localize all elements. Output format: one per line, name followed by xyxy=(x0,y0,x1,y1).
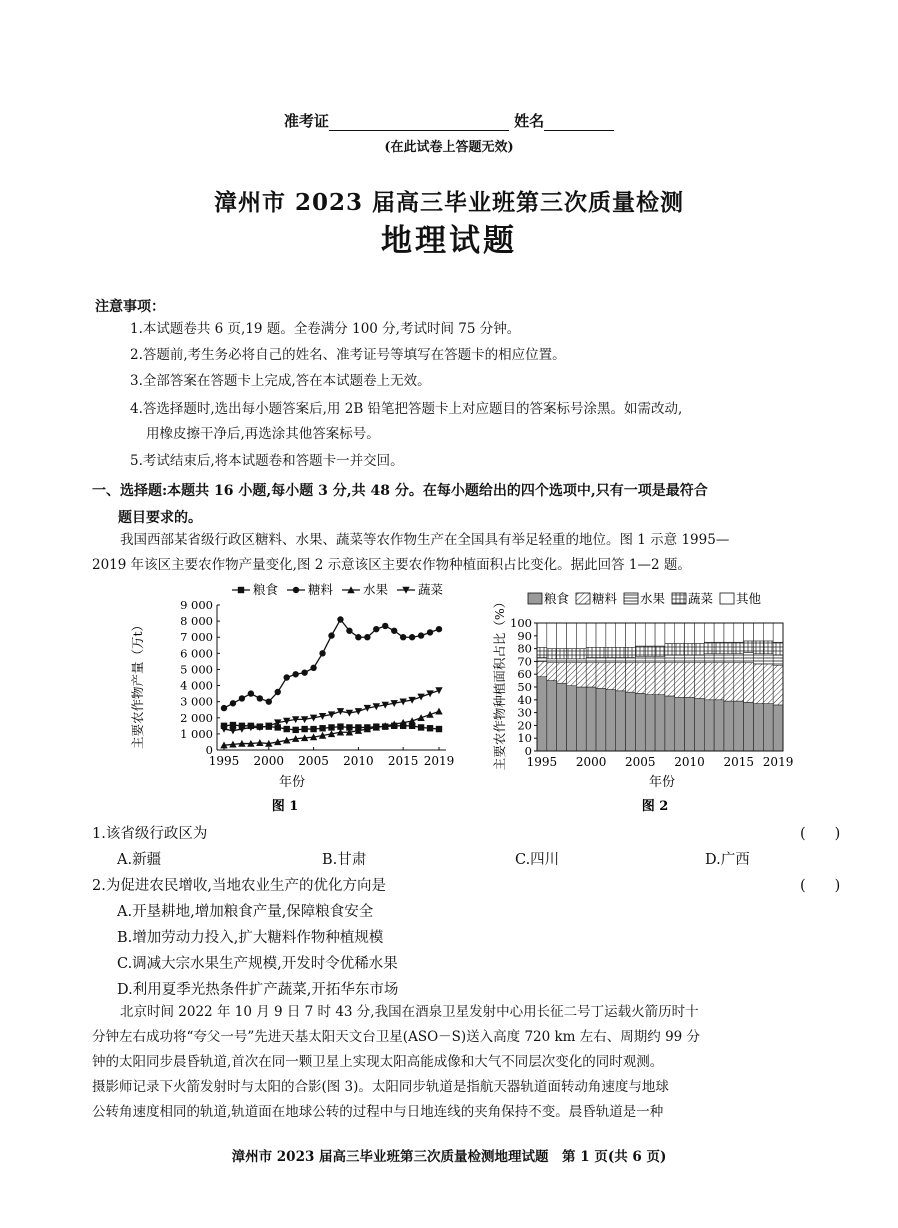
fig1-y-tick-label: 7 000 xyxy=(180,630,213,645)
fig2-bar-糖料 xyxy=(567,663,577,686)
question-1-stem: 1.该省级行政区为 xyxy=(92,826,208,842)
fig2-bar-粮食 xyxy=(744,702,754,751)
fig2-bar-水果 xyxy=(734,654,744,663)
fig2-legend-swatch xyxy=(720,593,734,604)
fig2-bar-水果 xyxy=(547,659,557,663)
fig1-point-糖料 xyxy=(301,669,307,675)
fig2-bar-其他 xyxy=(714,623,724,642)
exam-no-label: 准考证 xyxy=(283,112,329,130)
fig2-bar-糖料 xyxy=(586,663,596,687)
fig1-y-tick-label: 9 000 xyxy=(180,598,213,612)
fig1-x-tick-label: 2015 xyxy=(387,754,419,768)
fig2-bar-其他 xyxy=(694,623,704,643)
name-blank xyxy=(544,114,614,131)
fig2-legend-label: 水果 xyxy=(640,591,666,606)
fig1-caption: 图 1 xyxy=(271,799,299,814)
fig1-axes xyxy=(180,598,454,768)
fig2-y-tick-label: 50 xyxy=(517,680,532,694)
fig2-bar-水果 xyxy=(645,656,655,662)
fig1-y-tick-label: 4 000 xyxy=(180,678,213,693)
section-heading-line2: 题目要求的。 xyxy=(118,510,202,526)
fig2-bar-蔬菜 xyxy=(714,642,724,654)
fig1-legend xyxy=(232,582,444,597)
fig1-point-糖料 xyxy=(284,674,290,680)
fig2-bar-其他 xyxy=(596,623,606,647)
fig2-bar-糖料 xyxy=(714,663,724,700)
fig2-bar-糖料 xyxy=(685,663,695,698)
fig2-bar-糖料 xyxy=(734,663,744,701)
fig2-bar-粮食 xyxy=(714,700,724,751)
fig2-bar-蔬菜 xyxy=(685,643,695,655)
fig1-legend-label: 蔬菜 xyxy=(418,582,444,597)
fig2-bar-糖料 xyxy=(704,663,714,700)
fig2-bar-粮食 xyxy=(675,697,685,751)
fig2-bar-粮食 xyxy=(734,701,744,751)
fig2-bar-粮食 xyxy=(596,688,606,751)
fig2-bar-蔬菜 xyxy=(626,647,636,657)
fig2-bar-水果 xyxy=(635,656,645,662)
fig1-y-tick-label: 1 000 xyxy=(180,726,213,741)
fig2-legend-swatch xyxy=(576,593,590,604)
fig2-bar-蔬菜 xyxy=(704,642,714,654)
fig2-bar-蔬菜 xyxy=(606,647,616,657)
fig2-bar-蔬菜 xyxy=(744,641,754,653)
fig2-y-tick-label: 60 xyxy=(517,667,532,682)
fig1-y-tick-label: 0 xyxy=(205,743,213,757)
fig1-legend-label: 糖料 xyxy=(308,582,334,597)
fig2-bar-糖料 xyxy=(635,663,645,694)
fig2-bar-粮食 xyxy=(685,697,695,751)
fig1-point-糖料 xyxy=(382,623,388,629)
passage-line: 北京时间 2022 年 10 月 9 日 7 时 43 分,我国在酒泉卫星发射中心用长征二号丁运载火箭历时十 xyxy=(120,1004,699,1020)
figure-1-line-chart xyxy=(120,578,460,818)
fig2-bar-其他 xyxy=(724,623,734,642)
fig2-legend-label: 蔬菜 xyxy=(688,591,714,606)
fig2-bar-糖料 xyxy=(606,663,616,690)
fig2-bar-粮食 xyxy=(576,687,586,751)
fig2-bar-糖料 xyxy=(763,664,773,704)
fig2-bar-水果 xyxy=(567,659,577,663)
note-item: 2.答题前,考生务必将自己的姓名、准考证号等填写在答题卡的相应位置。 xyxy=(130,347,566,363)
name-label: 姓名 xyxy=(514,112,545,130)
fig1-point-糖料 xyxy=(319,650,325,656)
fig1-point-糖料 xyxy=(355,634,361,640)
fig2-bar-其他 xyxy=(635,623,645,646)
q1-option-d: D.广西 xyxy=(705,852,750,868)
intro-paragraph xyxy=(92,528,862,578)
fig2-bar-糖料 xyxy=(547,663,557,681)
fig1-legend-label: 粮食 xyxy=(253,582,279,597)
fig2-y-tick-label: 20 xyxy=(517,718,532,733)
fig2-bar-蔬菜 xyxy=(616,647,626,657)
fig2-y-tick-label: 70 xyxy=(517,654,532,669)
section-heading xyxy=(92,478,862,532)
fig2-bar-粮食 xyxy=(537,677,547,751)
fig2-y-tick-label: 80 xyxy=(517,641,532,656)
fig1-y-tick-label: 3 000 xyxy=(180,694,213,709)
fig2-bar-蔬菜 xyxy=(537,647,547,657)
fig1-x-tick-label: 2005 xyxy=(298,754,329,768)
fig1-point-粮食 xyxy=(310,726,316,732)
fig2-bar-其他 xyxy=(576,623,586,649)
fig2-bar-蔬菜 xyxy=(596,647,606,657)
fig2-bar-糖料 xyxy=(576,663,586,687)
q1-option-b: B.甘肃 xyxy=(322,852,367,868)
fig2-bar-粮食 xyxy=(773,705,783,751)
fig1-y-tick-label: 2 000 xyxy=(180,710,213,725)
notes-heading: 注意事项： xyxy=(95,299,165,315)
fig1-point-粮食 xyxy=(436,726,442,732)
fig2-bar-其他 xyxy=(734,623,744,642)
fig2-bar-蔬菜 xyxy=(557,649,567,659)
fig1-point-糖料 xyxy=(337,616,343,622)
fig2-bar-水果 xyxy=(626,658,636,663)
fig2-bar-粮食 xyxy=(645,695,655,751)
fig1-point-糖料 xyxy=(257,695,263,701)
fig1-xlabel: 年份 xyxy=(278,775,306,790)
fig2-x-tick-label: 1995 xyxy=(526,755,558,769)
fig1-point-粮食 xyxy=(230,722,236,728)
fig2-bar-水果 xyxy=(724,654,734,663)
fig1-point-粮食 xyxy=(427,725,433,731)
fig2-x-tick-label: 2000 xyxy=(575,755,607,769)
note-item: 1.本试题卷共 6 页,19 题。全卷满分 100 分,考试时间 75 分钟。 xyxy=(130,321,521,337)
fig1-point-糖料 xyxy=(230,700,236,706)
fig2-bar-糖料 xyxy=(645,663,655,695)
question-2-answer-paren: ( ) xyxy=(800,878,841,894)
fig1-point-粮食 xyxy=(301,726,307,732)
fig2-x-tick-label: 2019 xyxy=(762,755,794,769)
exam-title: 漳州市 2023 届高三毕业班第三次质量检测 xyxy=(213,189,685,216)
fig1-series xyxy=(220,616,442,748)
passage-line: 钟的太阳同步晨昏轨道,首次在同一颗卫星上实现太阳高能成像和大气不同层次变化的同时观测。 xyxy=(92,1054,664,1070)
fig2-bar-粮食 xyxy=(567,686,577,751)
fig2-bar-水果 xyxy=(557,659,567,663)
fig1-point-蔬菜 xyxy=(229,727,236,734)
fig2-bar-其他 xyxy=(586,623,596,647)
fig1-point-糖料 xyxy=(310,665,316,671)
fig2-bar-水果 xyxy=(685,655,695,663)
fig1-legend-marker xyxy=(293,587,299,593)
fig2-bar-其他 xyxy=(616,623,626,647)
fig1-point-糖料 xyxy=(328,632,334,638)
figure-2-stacked-bar-chart xyxy=(490,585,800,818)
fig1-x-tick-label: 2010 xyxy=(343,754,374,768)
candidate-info-line xyxy=(0,110,898,131)
q2-option-d: D.利用夏季光热条件扩产蔬菜,开拓华东市场 xyxy=(117,982,399,998)
fig2-bar-蔬菜 xyxy=(645,646,655,656)
fig2-bar-其他 xyxy=(744,623,754,641)
fig2-bar-其他 xyxy=(567,623,577,649)
fig2-bar-糖料 xyxy=(537,661,547,676)
fig2-bar-水果 xyxy=(606,658,616,663)
fig2-bar-其他 xyxy=(547,623,557,649)
q2-option-a: A.开垦耕地,增加粮食产量,保障粮食安全 xyxy=(117,904,374,920)
subject-title: 地理试题 xyxy=(381,223,517,259)
fig2-bar-其他 xyxy=(557,623,567,649)
fig1-point-糖料 xyxy=(248,690,254,696)
fig2-bar-粮食 xyxy=(694,699,704,751)
fig2-bar-糖料 xyxy=(616,663,626,691)
fig2-bar-其他 xyxy=(685,623,695,643)
fig2-bar-水果 xyxy=(616,658,626,663)
q2-option-c: C.调减大宗水果生产规模,开发时令优稀水果 xyxy=(117,956,398,972)
fig2-bar-水果 xyxy=(714,654,724,663)
fig2-bar-水果 xyxy=(596,658,606,663)
question-2-stem: 2.为促进农民增收,当地农业生产的优化方向是 xyxy=(92,878,386,894)
fig2-bar-粮食 xyxy=(704,700,714,751)
question-1-answer-paren: ( ) xyxy=(800,826,841,842)
fig2-bar-蔬菜 xyxy=(547,649,557,659)
fig2-bar-水果 xyxy=(586,658,596,663)
fig2-bar-蔬菜 xyxy=(586,647,596,657)
fig2-bar-蔬菜 xyxy=(753,641,763,654)
fig1-point-糖料 xyxy=(409,634,415,640)
fig1-point-糖料 xyxy=(391,628,397,634)
fig2-bar-粮食 xyxy=(586,687,596,751)
fig2-bar-蔬菜 xyxy=(675,643,685,655)
fig2-bar-糖料 xyxy=(665,663,675,696)
fig2-bar-粮食 xyxy=(606,690,616,751)
q2-option-b: B.增加劳动力投入,扩大糖料作物种植规模 xyxy=(117,930,384,946)
fig2-bar-粮食 xyxy=(626,692,636,751)
fig1-x-tick-label: 1995 xyxy=(208,754,240,768)
fig2-bar-粮食 xyxy=(616,691,626,751)
fig2-bar-粮食 xyxy=(665,696,675,751)
fig2-bar-其他 xyxy=(626,623,636,647)
fig2-bar-蔬菜 xyxy=(694,643,704,655)
passage-line: 分钟左右成功将“夸父一号”先进天基太阳天文台卫星(ASO－S)送入高度 720 km 左右、周期约 99 分 xyxy=(92,1029,701,1045)
fig2-bar-其他 xyxy=(606,623,616,647)
fig2-bar-粮食 xyxy=(763,704,773,751)
fig1-legend-label: 水果 xyxy=(363,582,389,597)
fig2-bar-水果 xyxy=(655,656,665,662)
fig2-y-tick-label: 0 xyxy=(524,744,532,758)
fig1-y-tick-label: 6 000 xyxy=(180,646,213,661)
passage xyxy=(92,1000,862,1125)
note-item: 3.全部答案在答题卡上完成,答在本试题卷上无效。 xyxy=(130,373,431,389)
fig2-bar-糖料 xyxy=(675,663,685,698)
fig2-bar-水果 xyxy=(675,655,685,663)
fig2-bar-糖料 xyxy=(557,663,567,683)
fig1-point-水果 xyxy=(435,708,442,715)
fig1-point-粮食 xyxy=(418,724,424,730)
fig1-y-tick-label: 5 000 xyxy=(180,662,213,677)
fig2-bar-其他 xyxy=(704,623,714,642)
fig2-bar-其他 xyxy=(763,623,773,641)
fig2-bar-水果 xyxy=(704,654,714,663)
fig2-bar-其他 xyxy=(675,623,685,643)
fig2-y-tick-label: 40 xyxy=(517,692,532,707)
fig2-bar-糖料 xyxy=(744,663,754,703)
exam-no-blank xyxy=(329,114,509,131)
fig2-y-tick-label: 100 xyxy=(510,616,532,630)
fig2-legend-swatch xyxy=(528,593,542,604)
fig2-ylabel: 主要农作物种植面积占比（%） xyxy=(492,595,507,771)
fig2-y-tick-label: 10 xyxy=(517,731,532,746)
intro-line1: 我国西部某省级行政区糖料、水果、蔬菜等农作物生产在全国具有举足轻重的地位。图 1 示意 1995— xyxy=(120,532,730,548)
passage-line: 公转角速度相同的轨道,轨道面在地球公转的过程中与日地连线的夹角保持不变。晨昏轨道是一种 xyxy=(92,1104,664,1120)
fig1-point-糖料 xyxy=(436,626,442,632)
fig1-point-糖料 xyxy=(239,695,245,701)
passage-line: 摄影师记录下火箭发射时与太阳的合影(图 3)。太阳同步轨道是指航天器轨道面转动角速度与地球 xyxy=(92,1079,669,1095)
fig2-bar-粮食 xyxy=(635,693,645,751)
fig2-bar-粮食 xyxy=(753,704,763,751)
fig2-legend xyxy=(528,591,762,606)
fig2-bar-其他 xyxy=(665,623,675,643)
page-footer: 漳州市 2023 届高三毕业班第三次质量检测地理试题 第 1 页(共 6 页) xyxy=(231,1149,667,1165)
fig1-point-糖料 xyxy=(427,629,433,635)
invalid-notice: (在此试卷上答题无效) xyxy=(384,140,514,155)
fig1-point-糖料 xyxy=(346,628,352,634)
fig2-bar-糖料 xyxy=(724,663,734,701)
fig2-bar-水果 xyxy=(763,654,773,664)
section-heading-line1: 一、选择题:本题共 16 小题,每小题 3 分,共 48 分。在每小题给出的四个选项中,只有一项是最符合 xyxy=(92,483,708,499)
fig2-bar-糖料 xyxy=(655,663,665,695)
fig1-point-糖料 xyxy=(400,634,406,640)
fig2-legend-swatch xyxy=(672,593,686,604)
fig1-point-粮食 xyxy=(292,727,298,733)
note-item: 5.考试结束后,将本试题卷和答题卡一并交回。 xyxy=(130,453,404,469)
fig2-bar-其他 xyxy=(537,623,547,647)
fig2-caption: 图 2 xyxy=(641,799,669,814)
fig1-point-粮食 xyxy=(284,726,290,732)
fig2-bar-蔬菜 xyxy=(773,642,783,655)
fig2-bar-蔬菜 xyxy=(763,641,773,654)
fig2-bar-糖料 xyxy=(694,663,704,699)
fig2-legend-label: 粮食 xyxy=(544,591,570,606)
fig2-bar-其他 xyxy=(655,623,665,646)
fig2-x-tick-label: 2005 xyxy=(625,755,656,769)
fig1-point-粮食 xyxy=(328,724,334,730)
q1-option-c: C.四川 xyxy=(515,852,560,868)
fig1-point-糖料 xyxy=(266,698,272,704)
fig2-bar-蔬菜 xyxy=(567,649,577,659)
fig1-x-tick-label: 2000 xyxy=(253,754,285,768)
fig2-bar-粮食 xyxy=(724,701,734,751)
fig1-point-糖料 xyxy=(373,626,379,632)
fig2-bar-水果 xyxy=(773,655,783,665)
note-item: 4.答选择题时,选出每小题答案后,用 2B 铅笔把答题卡上对应题目的答案标号涂黑。如需改动, xyxy=(130,401,683,417)
q1-option-a: A.新疆 xyxy=(117,852,162,868)
fig2-bar-蔬菜 xyxy=(734,642,744,654)
fig1-point-糖料 xyxy=(275,689,281,695)
fig1-x-tick-label: 2019 xyxy=(423,754,455,768)
fig1-ylabel: 主要农作物产量（万t） xyxy=(130,618,145,750)
fig2-y-tick-label: 30 xyxy=(517,705,532,720)
fig2-bar-水果 xyxy=(694,655,704,663)
fig2-bar-水果 xyxy=(537,658,547,662)
fig2-bar-水果 xyxy=(744,652,754,662)
fig2-legend-label: 糖料 xyxy=(592,591,618,606)
fig2-bar-其他 xyxy=(753,623,763,641)
fig2-bar-水果 xyxy=(753,654,763,664)
fig2-bar-蔬菜 xyxy=(635,646,645,656)
fig2-bars xyxy=(537,623,783,751)
fig2-bar-粮食 xyxy=(557,683,567,751)
fig2-legend-swatch xyxy=(624,593,638,604)
intro-line2: 2019 年该区主要农作物产量变化,图 2 示意该区主要农作物种植面积占比变化。据此回答 1—2 题。 xyxy=(92,557,691,573)
fig2-bar-蔬菜 xyxy=(724,642,734,654)
note-item: 用橡皮擦干净后,再选涂其他答案标号。 xyxy=(146,426,380,442)
fig2-bar-其他 xyxy=(645,623,655,646)
fig2-bar-其他 xyxy=(773,623,783,642)
fig1-point-糖料 xyxy=(292,671,298,677)
fig2-bar-糖料 xyxy=(596,663,606,689)
fig1-y-tick-label: 8 000 xyxy=(180,614,213,629)
fig1-point-糖料 xyxy=(221,705,227,711)
fig2-x-tick-label: 2015 xyxy=(723,755,754,769)
fig1-point-糖料 xyxy=(364,634,370,640)
fig2-legend-label: 其他 xyxy=(736,591,762,606)
fig2-bar-水果 xyxy=(576,659,586,663)
fig2-xlabel: 年份 xyxy=(648,775,676,790)
fig2-bar-糖料 xyxy=(753,664,763,704)
fig1-legend-marker xyxy=(238,587,244,593)
fig2-bar-粮食 xyxy=(547,681,557,751)
fig2-bar-蔬菜 xyxy=(576,649,586,659)
fig2-bar-糖料 xyxy=(773,665,783,705)
fig1-point-糖料 xyxy=(418,632,424,638)
fig1-point-蔬菜 xyxy=(346,710,353,717)
fig2-bar-蔬菜 xyxy=(665,643,675,655)
fig2-bar-粮食 xyxy=(655,695,665,751)
fig2-bar-蔬菜 xyxy=(655,646,665,656)
fig2-y-tick-label: 90 xyxy=(517,628,532,643)
fig2-x-tick-label: 2010 xyxy=(674,755,705,769)
fig2-bar-水果 xyxy=(665,655,675,663)
fig1-point-粮食 xyxy=(319,725,325,731)
fig2-bar-糖料 xyxy=(626,663,636,692)
